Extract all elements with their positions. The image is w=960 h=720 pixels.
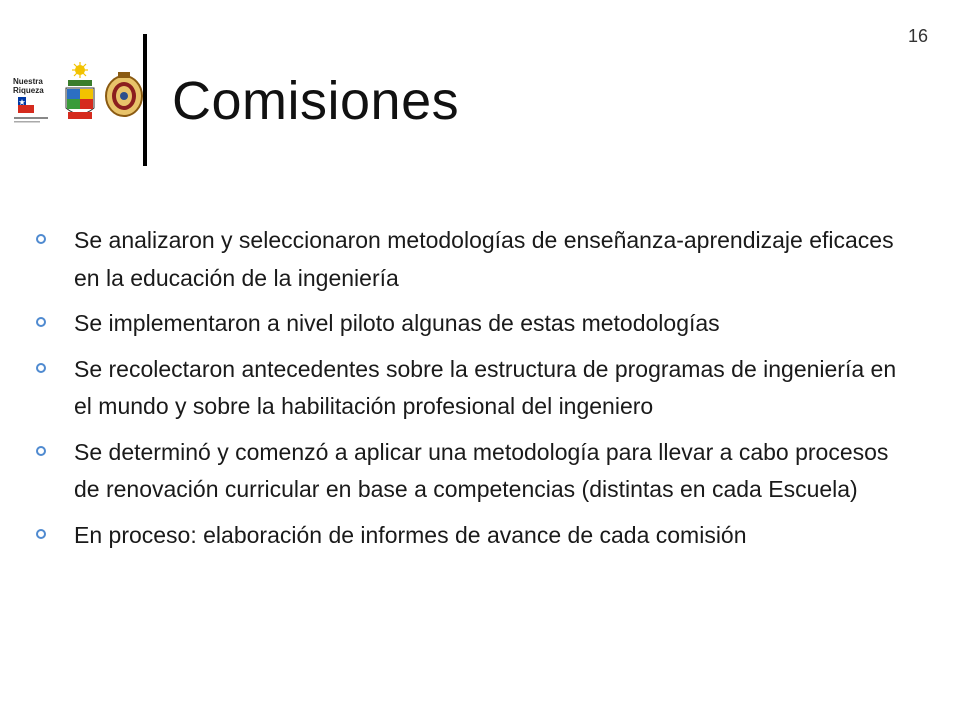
bullet-list — [36, 222, 916, 562]
title-divider — [143, 34, 147, 166]
bullet-icon — [36, 446, 46, 456]
slide-number: 16 — [908, 26, 929, 46]
bullet-icon — [36, 363, 46, 373]
bullet-icon — [36, 529, 46, 539]
bullet-text: Se recolectaron antecedentes sobre la estructura de programas de ingeniería en el mundo y sobre la habilitación profesional del ingeniero — [74, 355, 897, 419]
university-shield-logo — [60, 62, 100, 122]
bullet-item — [36, 351, 916, 426]
bullet-icon — [36, 234, 46, 244]
logo-group — [12, 62, 134, 132]
bullet-item — [36, 222, 916, 297]
logo-text-line2: Riqueza — [13, 86, 44, 95]
bullet-item — [36, 434, 916, 509]
bullet-text: En proceso: elaboración de informes de avance de cada comisión — [74, 521, 747, 548]
university-seal-logo — [104, 70, 144, 118]
logo-text-line1: Nuestra — [13, 77, 43, 86]
bullet-text: Se implementaron a nivel piloto algunas de estas metodologías — [74, 310, 720, 336]
bullet-icon — [36, 317, 46, 327]
bullet-text: Se determinó y comenzó a aplicar una metodología para llevar a cabo procesos de renovación curricular en base a competencias (distintas en cada Escuela) — [74, 438, 889, 502]
bullet-text: Se analizaron y seleccionaron metodologías de enseñanza-aprendizaje eficaces en la educación de la ingeniería — [74, 227, 894, 291]
bullet-item — [36, 305, 916, 343]
bullet-item — [36, 517, 916, 555]
nuestra-riqueza-logo — [12, 72, 54, 128]
slide-title: Comisiones — [172, 71, 460, 131]
